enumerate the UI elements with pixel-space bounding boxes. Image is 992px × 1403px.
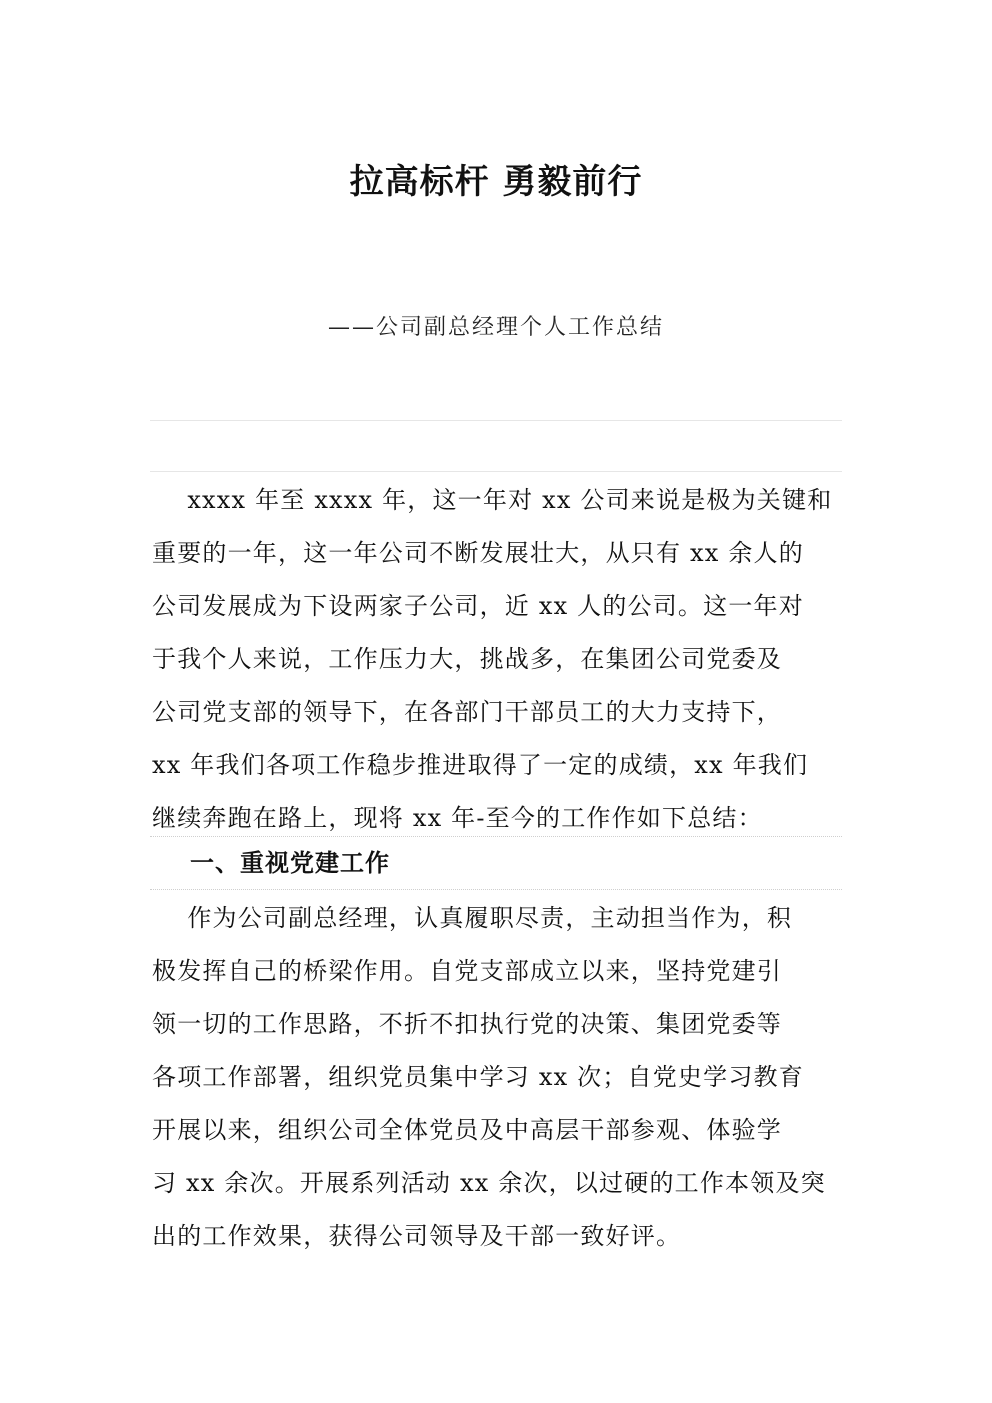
section-line: 出的工作效果，获得公司领导及干部一致好评。	[152, 1222, 682, 1250]
intro-line: 继续奔跑在路上，现将 xx 年-至今的工作作如下总结：	[152, 804, 763, 832]
intro-line: 公司党支部的领导下，在各部门干部员工的大力支持下，	[152, 698, 782, 726]
intro-line: 公司发展成为下设两家子公司，近 xx 人的公司。这一年对	[152, 592, 804, 620]
section-line: 极发挥自己的桥梁作用。自党支部成立以来，坚持党建引	[152, 957, 782, 985]
intro-line: xxxx 年至 xxxx 年，这一年对 xx 公司来说是极为关键和	[152, 486, 833, 514]
intro-paragraph	[152, 474, 838, 845]
divider-below-subtitle	[150, 471, 842, 472]
intro-line: xx 年我们各项工作稳步推进取得了一定的成绩，xx 年我们	[152, 751, 809, 779]
document-subtitle: ——公司副总经理个人工作总结	[327, 315, 664, 340]
section-line: 领一切的工作思路，不折不扣执行党的决策、集团党委等	[152, 1010, 782, 1038]
divider-above-heading	[150, 836, 842, 837]
divider-top	[150, 420, 842, 421]
section-paragraph	[152, 892, 838, 1263]
divider-below-heading	[150, 889, 842, 890]
document-title: 拉高标杆 勇毅前行	[349, 162, 643, 202]
section-line: 各项工作部署，组织党员集中学习 xx 次；自党史学习教育	[152, 1063, 804, 1091]
section-line: 开展以来，组织公司全体党员及中高层干部参观、体验学	[152, 1116, 782, 1144]
section-heading: 一、重视党建工作	[190, 848, 390, 877]
section-line: 习 xx 余次。开展系列活动 xx 余次，以过硬的工作本领及突	[152, 1169, 826, 1197]
intro-line: 于我个人来说，工作压力大，挑战多，在集团公司党委及	[152, 645, 782, 673]
intro-line: 重要的一年，这一年公司不断发展壮大，从只有 xx 余人的	[152, 539, 804, 567]
section-line: 作为公司副总经理，认真履职尽责，主动担当作为，积	[152, 904, 793, 932]
